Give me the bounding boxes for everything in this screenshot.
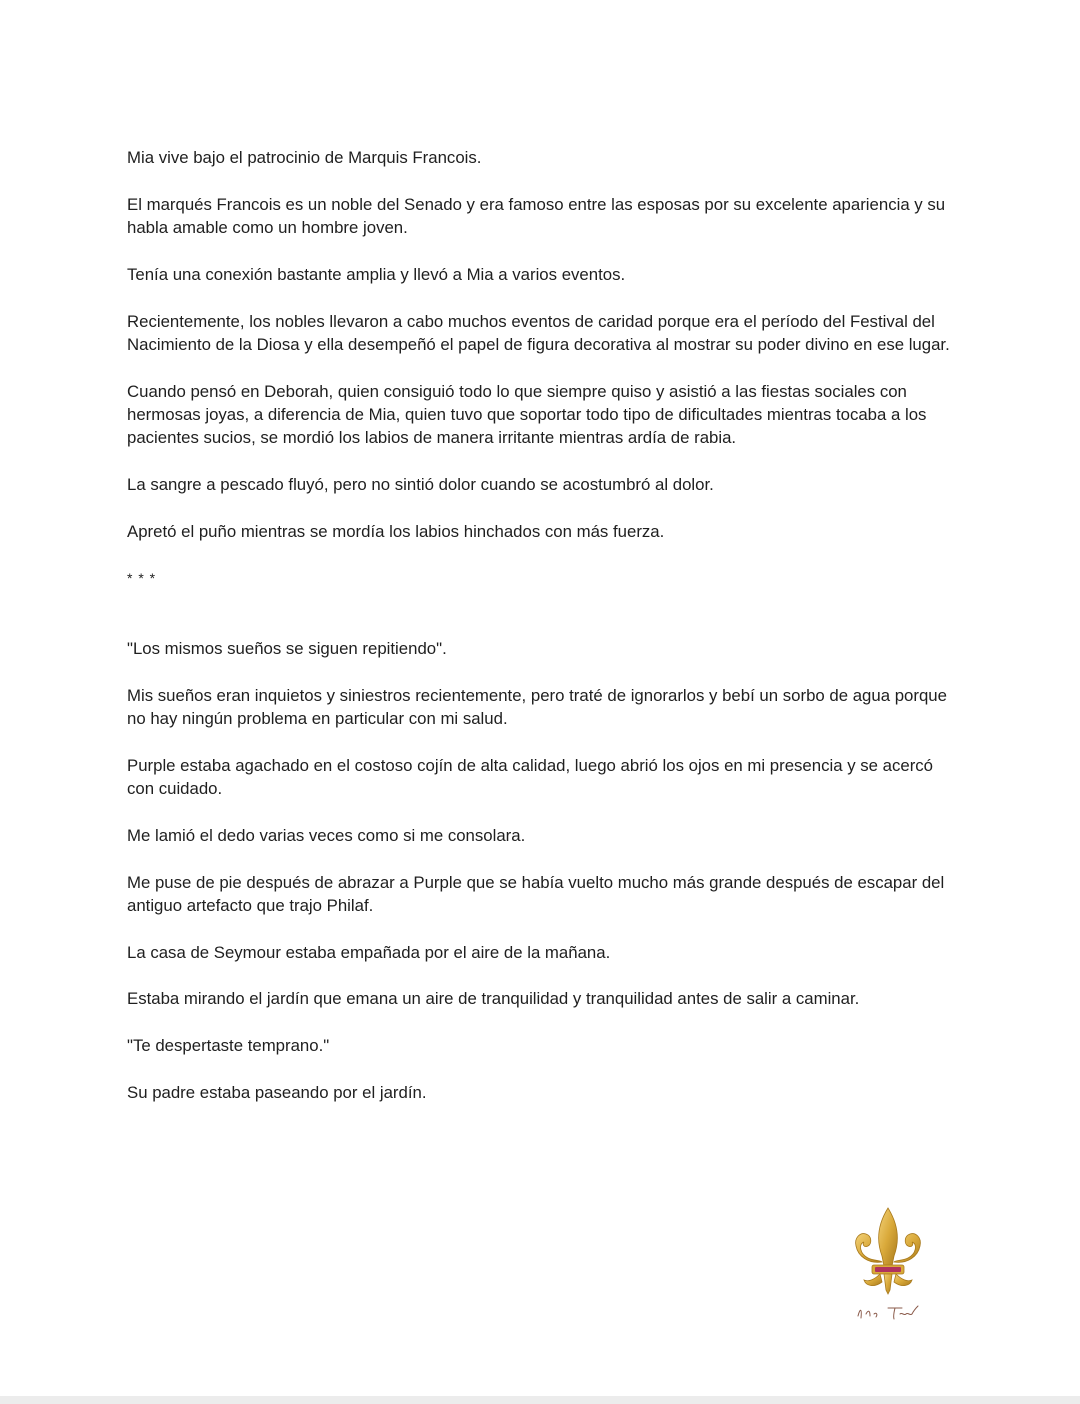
fleur-de-lis-icon — [838, 1204, 938, 1324]
paragraph: Su padre estaba paseando por el jardín. — [127, 1083, 427, 1103]
scene-separator: * * * — [127, 569, 157, 586]
paragraph: "Te despertaste temprano." — [127, 1036, 330, 1056]
paragraphs-bottom — [127, 637, 957, 1105]
paragraph: Recientemente, los nobles llevaron a cabo muchos eventos de caridad porque era el período del Festival del Nacimiento de la Diosa y ella desempeñó el papel de figura decorativa al mostrar su poder divino en ese lugar. — [127, 311, 950, 354]
watermark-logo — [838, 1204, 938, 1324]
paragraph: Mia vive bajo el patrocinio de Marquis Francois. — [127, 148, 482, 167]
paragraph: Apretó el puño mientras se mordía los labios hinchados con más fuerza. — [127, 521, 665, 541]
paragraph: Me puse de pie después de abrazar a Purple que se había vuelto mucho más grande después de escapar del antiguo artefacto que trajo Philaf. — [127, 872, 945, 915]
paragraph: Purple estaba agachado en el costoso cojín de alta calidad, luego abrió los ojos en mi presencia y se acercó con cuidado. — [127, 755, 933, 798]
paragraph: Tenía una conexión bastante amplia y llevó a Mia a varios eventos. — [127, 264, 626, 284]
paragraph: Mis sueños eran inquietos y siniestros recientemente, pero traté de ignorarlos y bebí un sorbo de agua porque no hay ningún problema en particular con mi salud. — [127, 685, 947, 728]
paragraph: La casa de Seymour estaba empañada por el aire de la mañana. — [127, 942, 611, 962]
paragraph: La sangre a pescado fluyó, pero no sintió dolor cuando se acostumbró al dolor. — [127, 475, 714, 495]
paragraph: Estaba mirando el jardín que emana un aire de tranquilidad y tranquilidad antes de salir a caminar. — [127, 989, 860, 1009]
document-body — [127, 146, 957, 1128]
paragraph: Me lamió el dedo varias veces como si me consolara. — [127, 825, 526, 845]
paragraph: El marqués Francois es un noble del Senado y era famoso entre las esposas por su excelente apariencia y su habla amable como un hombre joven. — [127, 194, 946, 238]
paragraph: "Los mismos sueños se siguen repitiendo". — [127, 638, 447, 658]
bottom-edge-bar — [0, 1396, 1080, 1404]
paragraphs-top — [127, 146, 957, 543]
paragraph: Cuando pensó en Deborah, quien consiguió todo lo que siempre quiso y asistió a las fiestas sociales con hermosas joyas, a diferencia de Mia, quien tuvo que soportar todo tipo de dificultades mientras tocaba a los pacientes sucios, se mordió los labios de manera irritante mientras ardía de rabia. — [127, 381, 927, 448]
